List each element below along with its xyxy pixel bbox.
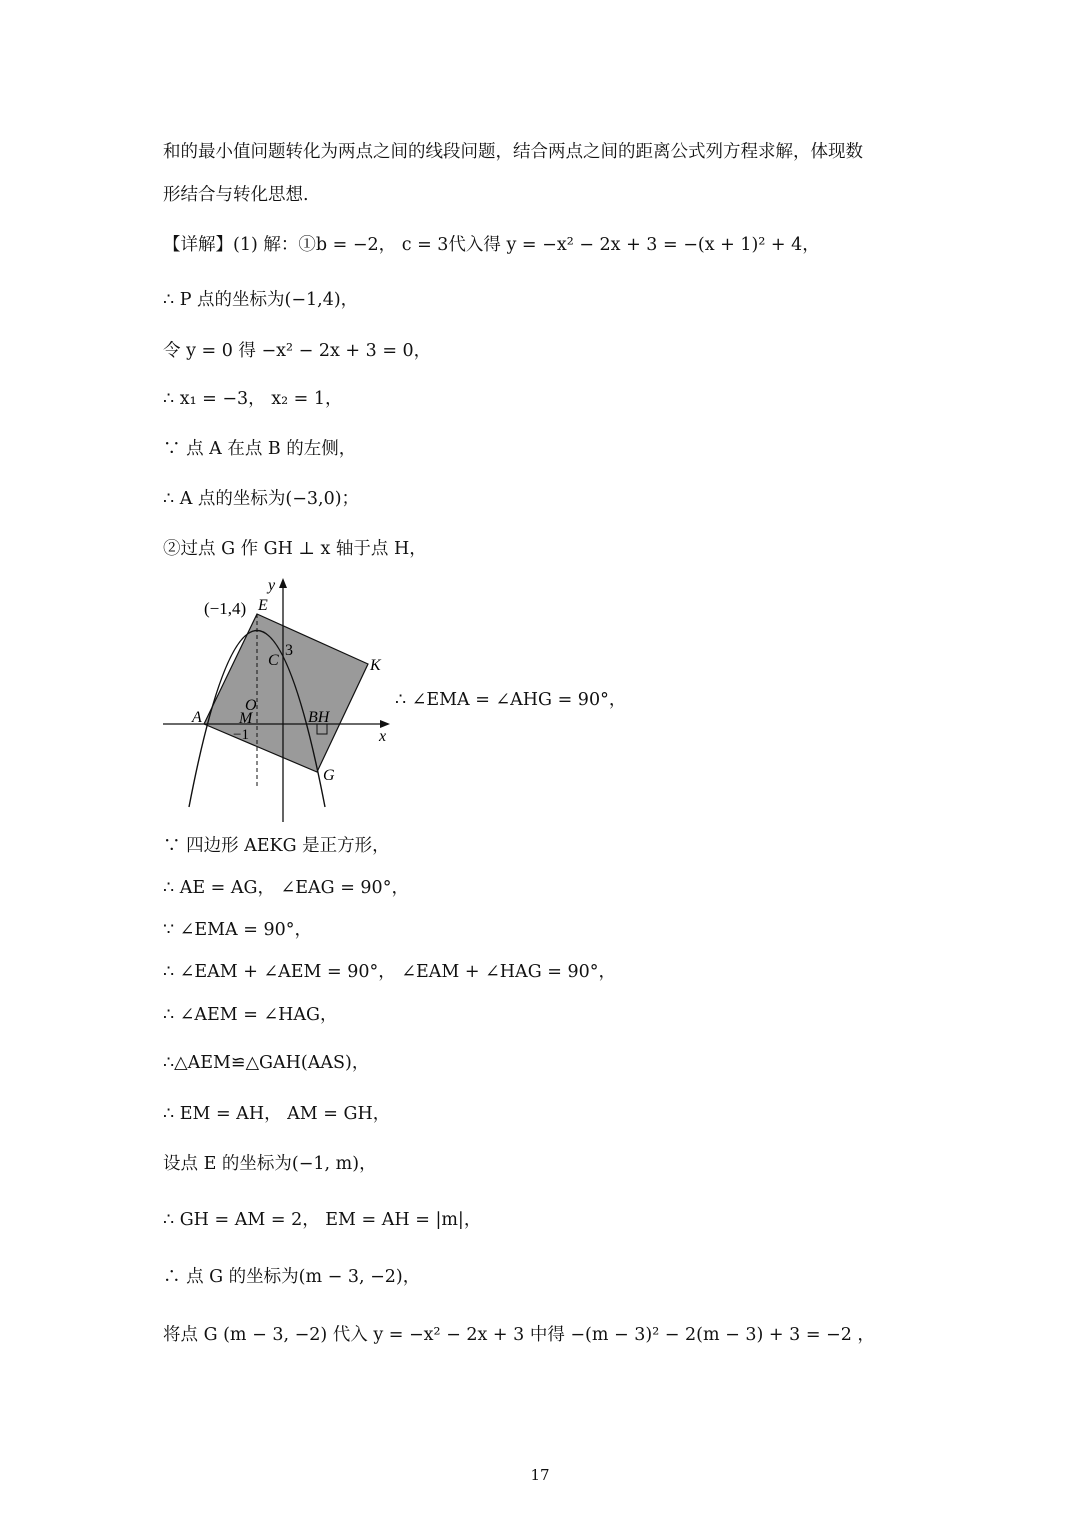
text-line: 将点 G (m − 3, −2) 代入 y = −x² − 2x + 3 中得 −(m − 3)² − 2(m − 3) + 3 = −2 ， — [163, 1325, 875, 1345]
text-line: ∵ 四边形 AEKG 是正方形， — [163, 836, 390, 856]
label-e: E — [258, 597, 268, 614]
x-axis-arrow — [380, 720, 390, 728]
text-line: 令 y = 0 得 −x² − 2x + 3 = 0， — [163, 341, 432, 361]
text-line: ∴ P 点的坐标为(−1,4)， — [163, 290, 359, 310]
geometry-figure — [160, 574, 390, 822]
text-line: ∴ GH = AM = 2， EM = AH = |m|， — [163, 1210, 482, 1230]
text-line: 【详解】(1) 解：①b = −2， c = 3代入得 y = −x² − 2x + 3 = −(x + 1)² + 4， — [163, 235, 820, 255]
x-axis-label: x — [379, 728, 387, 745]
text-line: ∵ 点 A 在点 B 的左侧， — [163, 439, 357, 459]
label-bh: BH — [308, 709, 330, 726]
label-c-value: 3 — [285, 642, 293, 659]
label-c: C — [268, 652, 279, 669]
text-line: ∴ ∠EAM + ∠AEM = 90°， ∠EAM + ∠HAG = 90°， — [163, 962, 616, 982]
label-e-coord: (−1,4) — [204, 599, 247, 618]
text-line: ∴ ∠AEM = ∠HAG， — [163, 1005, 338, 1025]
label-neg-one: −1 — [233, 727, 249, 743]
text-line: 设点 E 的坐标为(−1, m)， — [163, 1154, 377, 1174]
text-line: 形结合与转化思想. — [163, 185, 309, 205]
text-line: ∴ A 点的坐标为(−3,0)； — [163, 489, 360, 509]
label-o: O — [245, 697, 257, 714]
text-line: ∴ x₁ = −3， x₂ = 1， — [163, 389, 343, 409]
label-k: K — [370, 657, 381, 674]
label-g: G — [323, 767, 335, 784]
text-line: ∴ EM = AH， AM = GH， — [163, 1104, 391, 1124]
y-axis-label: y — [268, 577, 276, 594]
square-aekg — [204, 614, 368, 772]
figure-caption: ∴ ∠EMA = ∠AHG = 90°， — [395, 690, 627, 710]
text-line: 和的最小值问题转化为两点之间的线段问题，结合两点之间的距离公式列方程求解，体现数 — [163, 142, 863, 162]
label-a: A — [192, 709, 202, 726]
label-m: M — [239, 710, 253, 727]
text-line: ∴ 点 G 的坐标为(m − 3, −2)， — [163, 1267, 421, 1287]
page-number: 17 — [530, 1466, 550, 1484]
text-line: ∵ ∠EMA = 90°， — [163, 920, 312, 940]
text-line: ②过点 G 作 GH ⊥ x 轴于点 H， — [163, 539, 427, 559]
y-axis-arrow — [279, 578, 287, 588]
text-line: ∴ AE = AG， ∠EAG = 90°， — [163, 878, 409, 898]
text-line: ∴△AEM≌△GAH(AAS)， — [163, 1053, 370, 1073]
